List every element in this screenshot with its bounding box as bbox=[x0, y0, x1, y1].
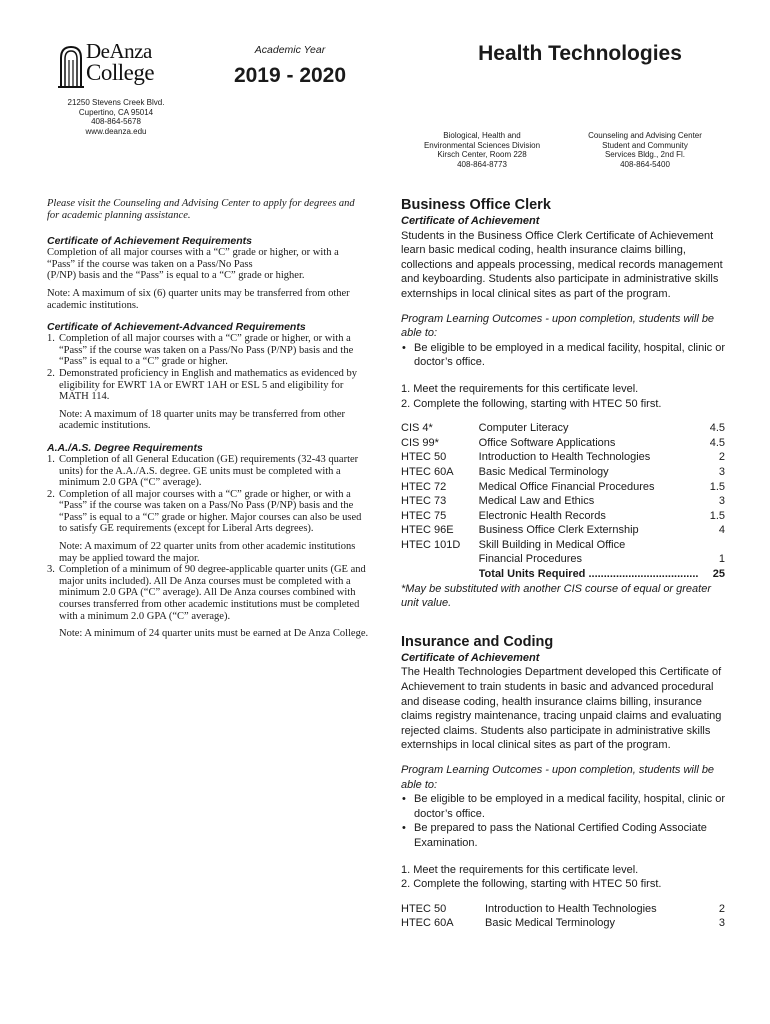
table-row bbox=[401, 494, 725, 509]
address-line: 21250 Stevens Creek Blvd. bbox=[67, 98, 165, 107]
course-units: 4.5 bbox=[709, 422, 725, 435]
course-code: HTEC 50 bbox=[401, 451, 447, 464]
coa-line: (P/NP) basis and the “Pass” is equal to a “C” grade or higher. bbox=[47, 270, 305, 282]
course-units: 4 bbox=[718, 524, 725, 537]
aa-degree-requirements bbox=[47, 442, 369, 640]
division-line: Environmental Sciences Division bbox=[423, 140, 541, 150]
course-code: HTEC 50 bbox=[401, 902, 447, 915]
coa-requirements bbox=[47, 235, 369, 311]
section-title: Insurance and Coding bbox=[401, 633, 554, 650]
list-number: 1. bbox=[47, 333, 55, 345]
course-footnote: *May be substituted with another CIS course of equal or greater unit value. bbox=[401, 582, 712, 610]
arch-logo-icon bbox=[58, 44, 84, 88]
counseling-info bbox=[575, 131, 715, 169]
course-name: Medical Law and Ethics bbox=[478, 495, 595, 508]
aa-heading: A.A./A.S. Degree Requirements bbox=[47, 441, 203, 454]
course-code: HTEC 101D bbox=[401, 538, 461, 551]
course-units: 3 bbox=[718, 465, 725, 478]
coa-note: Note: A maximum of six (6) quarter units may be transferred from other academic institutions. bbox=[47, 287, 350, 311]
aa-note-2: Note: A maximum of 22 quarter units from other academic institutions may be applied toward the major. bbox=[59, 541, 356, 564]
total-units: 25 bbox=[712, 568, 725, 581]
coa-adv-list bbox=[47, 333, 369, 403]
total-label: Total Units Required .................................... bbox=[478, 568, 699, 581]
table-row bbox=[401, 523, 725, 538]
course-units: 2 bbox=[718, 902, 725, 915]
list-number: 1. bbox=[47, 453, 55, 465]
course-name: Basic Medical Terminology bbox=[478, 465, 609, 478]
division-line: Kirsch Center, Room 228 bbox=[437, 150, 527, 159]
section-title: Business Office Clerk bbox=[401, 197, 551, 213]
plo-heading: Program Learning Outcomes - upon completion, students will be able to: bbox=[401, 764, 715, 791]
course-name: Office Software Applications bbox=[478, 436, 616, 449]
division-info bbox=[412, 131, 552, 169]
list-text: Completion of all major courses with a “C” grade or higher, or with a “Pass” if the course was taken on a Pass/No Pass (P/NP) basis and the “Pass” is equal to a “C” grade or higher. Major courses can also be used to satisfy GE requirements (except for Liberal Arts degrees). bbox=[59, 488, 362, 535]
course-code: CIS 99* bbox=[401, 436, 439, 449]
course-name: Electronic Health Records bbox=[478, 509, 606, 522]
list-item bbox=[47, 489, 369, 565]
section-description: Students in the Business Office Clerk Certificate of Achievement learn basic medical coding, health insurance claims billing, collections and appeals processing, medical records management and keyboarding. Students also participate in administrative skills externships in local clinical sites as part of the program. bbox=[401, 229, 723, 300]
counseling-line: Services Bldg., 2nd Fl. bbox=[604, 150, 686, 159]
course-units: 1.5 bbox=[709, 480, 725, 493]
counseling-line: Student and Community bbox=[602, 140, 688, 150]
coa-adv-heading: Certificate of Achievement-Advanced Requirements bbox=[47, 321, 306, 334]
division-line: Biological, Health and bbox=[443, 131, 521, 140]
table-row bbox=[401, 465, 725, 480]
coa-line: “Pass” if the course was taken on a Pass/No Pass bbox=[47, 258, 253, 270]
aa-list bbox=[47, 454, 369, 640]
course-units: 4.5 bbox=[709, 436, 725, 449]
course-code: HTEC 60A bbox=[401, 917, 454, 930]
plo-heading: Program Learning Outcomes - upon completion, students will be able to: bbox=[401, 312, 715, 340]
course-name: Computer Literacy bbox=[478, 422, 569, 435]
coa-advanced-requirements bbox=[47, 321, 369, 432]
list-text: Be prepared to pass the National Certified Coding Associate Examination. bbox=[414, 822, 707, 849]
table-row bbox=[401, 509, 725, 524]
logo-line-2: College bbox=[86, 60, 155, 85]
table-row bbox=[401, 450, 725, 465]
insurance-coding-section bbox=[401, 633, 725, 931]
list-item bbox=[401, 792, 725, 821]
list-text: Demonstrated proficiency in English and mathematics as evidenced by eligibility for EWRT 1A or EWRT 1AH or ESL 5 and eligibility for MATH 114. bbox=[59, 367, 357, 403]
coa-heading: Certificate of Achievement Requirements bbox=[47, 235, 253, 248]
list-number: 3. bbox=[47, 564, 55, 576]
address-line: Cupertino, CA 95014 bbox=[78, 107, 154, 117]
step-1: 1. Meet the requirements for this certificate level. bbox=[401, 863, 639, 876]
plo-list bbox=[401, 341, 725, 370]
table-row bbox=[401, 421, 725, 436]
list-text: Be eligible to be employed in a medical facility, hospital, clinic or doctor’s office. bbox=[414, 793, 726, 820]
counseling-line: Counseling and Advising Center bbox=[588, 131, 702, 140]
course-units: 3 bbox=[718, 495, 725, 508]
table-row bbox=[401, 480, 725, 495]
right-column bbox=[401, 196, 725, 931]
division-line: 408-864-8773 bbox=[457, 159, 507, 169]
course-units bbox=[698, 538, 725, 553]
list-item bbox=[401, 821, 725, 850]
course-code: HTEC 72 bbox=[401, 480, 447, 493]
course-units: 2 bbox=[718, 451, 725, 464]
list-text: Be eligible to be employed in a medical facility, hospital, clinic or doctor’s office. bbox=[414, 341, 726, 369]
list-text: Completion of all General Education (GE) requirements (32-43 quarter units) for the A.A./A.S. degree. GE units must be completed with a minimum 2.0 GPA (“C” average). bbox=[59, 453, 359, 489]
certificate-label: Certificate of Achievement bbox=[401, 215, 540, 227]
table-row bbox=[401, 436, 725, 451]
total-spacer bbox=[401, 567, 479, 582]
course-code: HTEC 96E bbox=[401, 524, 454, 537]
academic-year-label: Academic Year bbox=[254, 44, 326, 56]
intro-text: Please visit the Counseling and Advising Center to apply for degrees and for academic planning assistance. bbox=[47, 198, 355, 221]
business-office-clerk-section bbox=[401, 196, 725, 611]
certificate-label: Certificate of Achievement bbox=[401, 651, 540, 664]
course-table bbox=[401, 421, 725, 582]
table-row bbox=[401, 916, 725, 931]
page-title: Health Technologies bbox=[478, 42, 682, 65]
table-row bbox=[401, 552, 725, 567]
list-item bbox=[401, 341, 725, 370]
course-name: Introduction to Health Technologies bbox=[485, 902, 657, 915]
bullet-icon: • bbox=[402, 793, 406, 806]
course-table bbox=[401, 902, 725, 931]
logo-line-1: DeAnza bbox=[86, 39, 152, 63]
course-name: Financial Procedures bbox=[478, 553, 582, 566]
list-item bbox=[47, 564, 369, 640]
counseling-line: 408-864-5400 bbox=[620, 159, 670, 169]
left-column bbox=[47, 198, 369, 650]
list-item bbox=[47, 333, 369, 368]
college-address bbox=[60, 98, 172, 136]
course-code bbox=[401, 552, 479, 567]
list-text: Completion of a minimum of 90 degree-applicable quarter units (GE and major units included). All De Anza courses must be completed with a minimum 2.0 GPA (“C” average). All De Anza courses combined with courses transferred from other academic institutions must be completed with a minimum 2.0 GPA (“C” average). bbox=[59, 564, 366, 622]
step-2: 2. Complete the following, starting with HTEC 50 first. bbox=[401, 878, 662, 891]
course-units: 1.5 bbox=[709, 509, 725, 522]
total-row bbox=[401, 567, 725, 582]
coa-line: Completion of all major courses with a “C” grade or higher, or with a bbox=[47, 247, 339, 259]
course-name: Medical Office Financial Procedures bbox=[478, 480, 655, 493]
table-row bbox=[401, 902, 725, 917]
course-units: 1 bbox=[718, 553, 725, 566]
address-line: 408-864-5678 bbox=[91, 117, 141, 126]
course-name: Skill Building in Medical Office bbox=[478, 538, 626, 551]
address-line: www.deanza.edu bbox=[85, 126, 147, 136]
academic-year: 2019 - 2020 bbox=[233, 64, 347, 87]
coa-adv-note: Note: A maximum of 18 quarter units may be transferred from other academic institutions. bbox=[59, 408, 346, 432]
table-row bbox=[401, 538, 725, 553]
bullet-icon: • bbox=[402, 822, 406, 835]
list-text: Completion of all major courses with a “C” grade or higher, or with a “Pass” if the course was taken on a Pass/No Pass (P/NP) basis and the “Pass” is equal to a “C” grade or higher. bbox=[59, 333, 354, 368]
step-2: 2. Complete the following, starting with HTEC 50 first. bbox=[401, 397, 662, 410]
course-code: HTEC 60A bbox=[401, 465, 454, 478]
course-units: 3 bbox=[718, 917, 725, 930]
aa-note-3: Note: A minimum of 24 quarter units must be earned at De Anza College. bbox=[59, 628, 369, 640]
plo-list bbox=[401, 792, 725, 850]
list-number: 2. bbox=[47, 367, 55, 379]
course-name: Basic Medical Terminology bbox=[485, 917, 616, 930]
section-description: The Health Technologies Department developed this Certificate of Achievement to train students in basic and advanced procedural and disease coding, health insurance claims billing, insurance claims registry maintenance, tracing unpaid claims and evaluating rejected claims. Students also participate in administrative skills externships in local clinical sites as part of the program. bbox=[401, 666, 722, 752]
bullet-icon: • bbox=[402, 341, 406, 354]
course-code: HTEC 75 bbox=[401, 509, 447, 522]
course-code: CIS 4* bbox=[401, 422, 433, 435]
list-number: 2. bbox=[47, 488, 55, 500]
list-item bbox=[47, 454, 369, 489]
step-1: 1. Meet the requirements for this certificate level. bbox=[401, 382, 639, 395]
course-name: Business Office Clerk Externship bbox=[478, 524, 639, 537]
course-code: HTEC 73 bbox=[401, 495, 447, 508]
course-name: Introduction to Health Technologies bbox=[478, 451, 651, 464]
list-item bbox=[47, 368, 369, 403]
college-logo bbox=[58, 39, 168, 92]
